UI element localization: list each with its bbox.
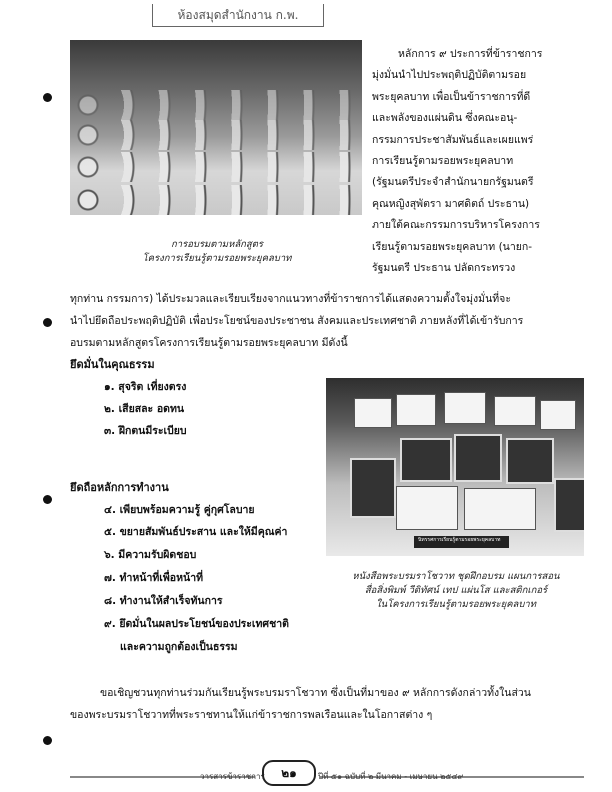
text-line: กรรมการประชาสัมพันธ์และเผยแพร่ bbox=[372, 133, 534, 146]
section-heading-work: ยึดถือหลักการทำงาน bbox=[70, 481, 169, 494]
text-line: และพลังของแผ่นดิน ซึ่งคณะอนุ- bbox=[372, 112, 518, 125]
caption-line: การอบรมตามหลักสูตร bbox=[171, 239, 263, 250]
text-line: เรียนรู้ตามรอยพระยุคลบาท (นายก- bbox=[372, 240, 533, 253]
footer-issue: ปีที่ ๕๑ ฉบับที่ ๒ มีนาคม - เมษายน ๒๕๔๙ bbox=[318, 772, 464, 781]
exhibition-sign-text: นิทรรศการเรียนรู้ตามรอยพระยุคลบาท bbox=[418, 537, 501, 543]
principle-item: ๘. ทำงานให้สำเร็จทันการ bbox=[104, 595, 223, 607]
text-line: มุ่งมั่นนำไปประพฤติปฏิบัติตามรอย bbox=[372, 69, 527, 82]
text-line: ทุกท่าน กรรมการ) ได้ประมวลและเรียบเรียงจากแนวทางที่ข้าราชการได้แสดงความตั้งใจมุ่งมั่นที่จะ bbox=[70, 293, 511, 305]
principle-item: ๑. สุจริต เที่ยงตรง bbox=[104, 381, 187, 393]
text-line: คุณหญิงสุพัตรา มาศดิตถ์ ประธาน) bbox=[372, 197, 530, 210]
text-line: รัฐมนตรี ประธาน ปลัดกระทรวง bbox=[372, 262, 516, 275]
text-line: ภายใต้คณะกรรมการบริหารโครงการ bbox=[372, 219, 540, 232]
caption-line: สื่อสิ่งพิมพ์ วีดิทัศน์ เทป แผ่นโส และสติกเกอร์ bbox=[364, 585, 548, 596]
binder-hole bbox=[43, 495, 52, 504]
caption-line: ในโครงการเรียนรู้ตามรอยพระยุคลบาท bbox=[375, 599, 536, 610]
principle-item: ๓. ฝึกตนมีระเบียบ bbox=[104, 425, 187, 437]
training-audience-photo bbox=[70, 40, 362, 215]
photo2-caption bbox=[328, 570, 584, 612]
principle-item: ๖. มีความรับผิดชอบ bbox=[104, 549, 197, 561]
library-stamp: ห้องสมุดสำนักงาน ก.พ. bbox=[152, 4, 324, 27]
binder-hole bbox=[43, 93, 52, 102]
principle-item: ๕. ขยายสัมพันธ์ประสาน และให้มีคุณค่า bbox=[104, 526, 288, 538]
text-line: พระยุคลบาท เพื่อเป็นข้าราชการที่ดี bbox=[372, 90, 531, 103]
section-heading-virtue: ยึดมั่นในคุณธรรม bbox=[70, 358, 155, 371]
text-line: ขอเชิญชวนทุกท่านร่วมกันเรียนรู้พระบรมราโชวาท ซึ่งเป็นที่มาของ ๙ หลักการดังกล่าวทั้งในส่วน bbox=[100, 687, 531, 699]
principle-item: ๔. เพียบพร้อมความรู้ คู่กุศโลบาย bbox=[104, 504, 255, 516]
binder-hole bbox=[43, 736, 52, 745]
text-line: (รัฐมนตรีประจำสำนักนายกรัฐมนตรี bbox=[372, 176, 534, 189]
text-line: ของพระบรมราโชวาทที่พระราชทานให้แก่ข้าราชการพลเรือนและในโอกาสต่าง ๆ bbox=[70, 709, 433, 721]
page-number: ๒๑ bbox=[262, 760, 316, 786]
exhibition-materials-photo bbox=[326, 378, 584, 556]
principle-item-continued: และความถูกต้องเป็นธรรม bbox=[120, 641, 238, 653]
text-line: การเรียนรู้ตามรอยพระยุคลบาท bbox=[372, 155, 514, 168]
caption-line: โครงการเรียนรู้ตามรอยพระยุคลบาท bbox=[142, 253, 292, 264]
text-line: นำไปยึดถือประพฤติปฏิบัติ เพื่อประโยชน์ของประชาชน สังคมและประเทศชาติ ภายหลังที่ได้เข้ารับการ bbox=[70, 315, 524, 327]
intro-column bbox=[372, 44, 584, 279]
caption-line: หนังสือพระบรมราโชวาท ชุดฝึกอบรม แผนการสอน bbox=[352, 571, 560, 582]
binder-hole bbox=[43, 318, 52, 327]
footer-journal-name: วารสารข้าราชการ bbox=[200, 772, 265, 781]
photo1-caption bbox=[112, 238, 322, 266]
principle-item: ๗. ทำหน้าที่เพื่อหน้าที่ bbox=[104, 572, 204, 584]
text-line: หลักการ ๙ ประการที่ข้าราชการ bbox=[398, 48, 543, 60]
principle-item: ๒. เสียสละ อดทน bbox=[104, 403, 185, 415]
principle-item: ๙. ยึดมั่นในผลประโยชน์ของประเทศชาติ bbox=[104, 618, 289, 630]
intro-paragraph bbox=[70, 288, 586, 354]
closing-paragraph bbox=[70, 682, 586, 726]
text-line: อบรมตามหลักสูตรโครงการเรียนรู้ตามรอยพระยุคลบาท มีดังนี้ bbox=[70, 337, 348, 349]
